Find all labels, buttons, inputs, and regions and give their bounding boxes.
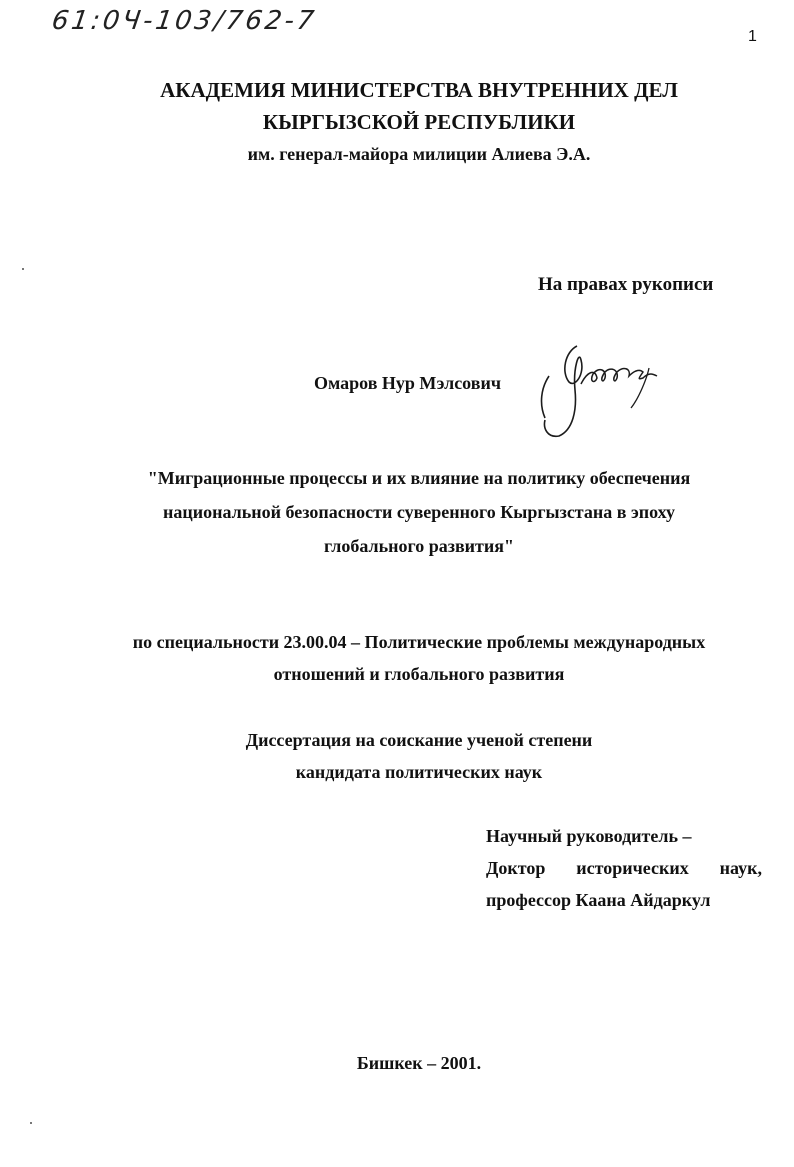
author-signature [535,338,685,443]
supervisor-title: Научный руководитель – [486,826,692,846]
page-number: 1 [748,28,757,45]
institution-line-1: АКАДЕМИЯ МИНИСТЕРСТВА ВНУТРЕННИХ ДЕЛ [160,78,678,102]
specialty-line-2: отношений и глобального развития [273,664,565,684]
supervisor-name: профессор Каана Айдаркул [486,890,711,910]
archive-number-handwritten: 61:0Ч-103/762-7 [49,6,319,36]
author-name: Омаров Нур Мэлсович [314,373,501,393]
scan-speck [22,268,24,270]
title-line-1: "Миграционные процессы и их влияние на политику обеспечения [147,468,691,488]
supervisor-degree: Доктор исторических наук, [486,858,762,878]
degree-line-1: Диссертация на соискание ученой степени [245,730,593,750]
scan-speck [30,1122,32,1124]
degree-line-2: кандидата политических наук [295,762,543,782]
city-year: Бишкек – 2001. [356,1053,482,1073]
institution-line-3: им. генерал-майора милиции Алиева Э.А. [247,144,591,164]
institution-line-2: КЫРГЫЗСКОЙ РЕСПУБЛИКИ [262,110,576,134]
title-line-2: национальной безопасности суверенного Кыргызстана в эпоху [163,502,675,522]
title-line-3: глобального развития" [323,536,514,556]
specialty-line-1: по специальности 23.00.04 – Политические проблемы международных [132,632,706,652]
manuscript-note: На правах рукописи [538,274,714,295]
